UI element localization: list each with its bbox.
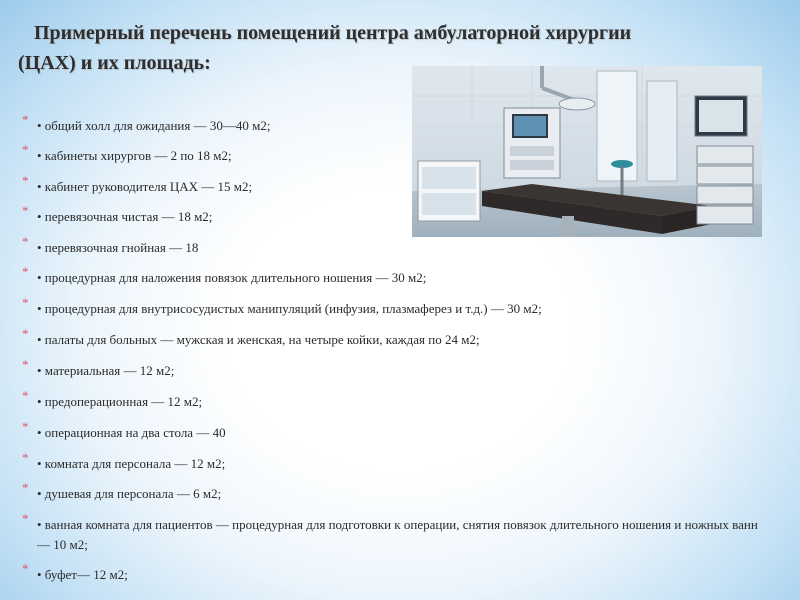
bullet-star-icon: *	[22, 450, 29, 465]
bullet-star-icon: *	[22, 142, 29, 157]
list-item: * • процедурная для внутрисосудистых манипуляций (инфузия, плазмаферез и т.д.) — 30 м2;	[22, 295, 542, 316]
title-line-1: Примерный перечень помещений центра амбулаторной хирургии	[34, 22, 632, 44]
list-item: * • ванная комната для пациентов — процедурная для подготовки к операции, снятия повязок длительного ношения и ножных ванн — 10 м2;	[22, 511, 758, 552]
list-item: * • палаты для больных — мужская и женская, на четыре койки, каждая по 24 м2;	[22, 326, 480, 347]
list-item: * • перевязочная гнойная — 18	[22, 234, 199, 255]
list-item: * • перевязочная чистая — 18 м2;	[22, 203, 213, 224]
title-line-2: (ЦАХ) и их площадь:	[18, 52, 211, 74]
list-item: * • предоперационная — 12 м2;	[22, 388, 203, 409]
bullet-star-icon: *	[22, 264, 29, 279]
list-item: * • кабинеты хирургов — 2 по 18 м2;	[22, 142, 232, 163]
list-item: * • общий холл для ожидания — 30—40 м2;	[22, 112, 271, 133]
bullet-star-icon: *	[22, 326, 29, 341]
bullet-star-icon: *	[22, 480, 29, 495]
list-item: * • операционная на два стола — 40	[22, 419, 226, 440]
list-item: * • душевая для персонала — 6 м2;	[22, 480, 222, 501]
list-item: * • буфет— 12 м2;	[22, 561, 128, 582]
bullet-star-icon: *	[22, 234, 29, 249]
bullet-star-icon: *	[22, 203, 29, 218]
bullet-star-icon: *	[22, 511, 29, 526]
list-item: * • кабинет руководителя ЦАХ — 15 м2;	[22, 173, 253, 194]
bullet-star-icon: *	[22, 173, 29, 188]
bullet-star-icon: *	[22, 419, 29, 434]
bullet-star-icon: *	[22, 561, 29, 576]
list-item: * • материальная — 12 м2;	[22, 357, 175, 378]
list-item: * • процедурная для наложения повязок длительного ношения — 30 м2;	[22, 264, 427, 285]
bullet-star-icon: *	[22, 295, 29, 310]
list-item: * • комната для персонала — 12 м2;	[22, 450, 226, 471]
bullet-star-icon: *	[22, 357, 29, 372]
bullet-star-icon: *	[22, 112, 29, 127]
bullet-star-icon: *	[22, 388, 29, 403]
